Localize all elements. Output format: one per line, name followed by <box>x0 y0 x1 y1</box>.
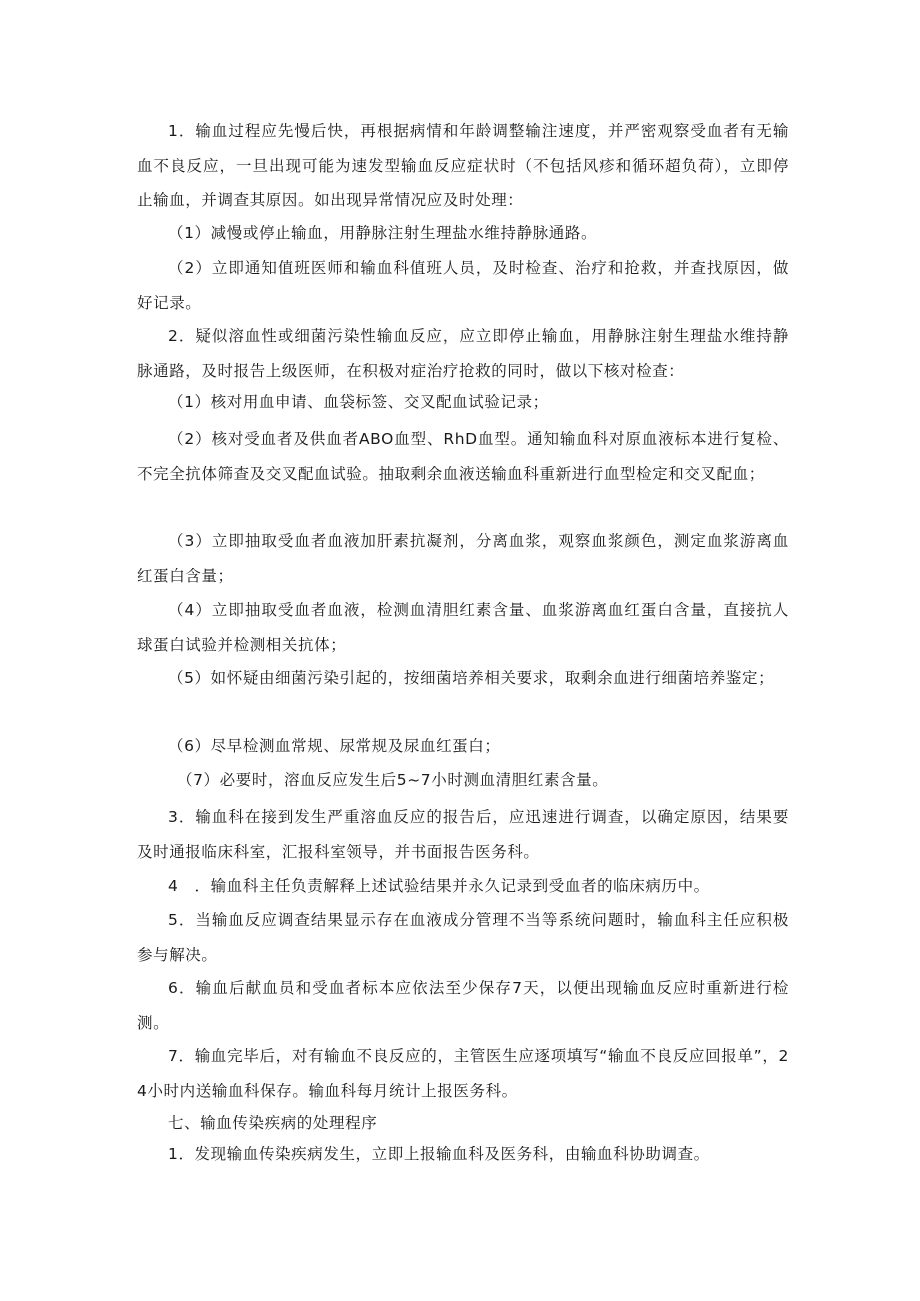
paragraph-2: 2．疑似溶血性或细菌污染性输血反应，应立即停止输血，用静脉注射生理盐水维持静脉通路，及时报告上级医师，在积极对症治疗抢救的同时，做以下核对检查： <box>137 327 789 380</box>
section-heading: 七、输血传染疾病的处理程序 <box>168 1114 378 1132</box>
paragraph-1-item-1: （1）减慢或停止输血，用静脉注射生理盐水维持静脉通路。 <box>168 224 598 242</box>
paragraph-2-item-4: （4）立即抽取受血者血液，检测血清胆红素含量、血浆游离血红蛋白含量，直接抗人球蛋白试验并检测相关抗体； <box>137 601 789 654</box>
paragraph-2-item-5: （5）如怀疑由细菌污染引起的，按细菌培养相关要求，取剩余血进行细菌培养鉴定； <box>168 669 775 687</box>
paragraph-1-item-2: （2）立即通知值班医师和输血科值班人员，及时检查、治疗和抢救，并查找原因，做好记录。 <box>137 259 789 312</box>
paragraph-2-item-7: （7）必要时，溶血反应发生后5~7小时测血清胆红素含量。 <box>177 771 609 789</box>
paragraph-5: 5．当输血反应调查结果显示存在血液成分管理不当等系统问题时，输血科主任应积极参与解决。 <box>137 911 789 964</box>
paragraph-1: 1．输血过程应先慢后快，再根据病情和年龄调整输注速度，并严密观察受血者有无输血不良反应，一旦出现可能为速发型输血反应症状时（不包括风疹和循环超负荷），立即停止输血，并调查其原因。如出现异常情况应及时处理： <box>137 122 789 209</box>
paragraph-2-item-1: （1）核对用血申请、血袋标签、交叉配血试验记录； <box>168 393 549 411</box>
paragraph-2-item-2: （2）核对受血者及供血者ABO血型、RhD血型。通知输血科对原血液标本进行复检、不完全抗体筛查及交叉配血试验。抽取剩余血液送输血科重新进行血型检定和交叉配血； <box>137 430 789 483</box>
paragraph-2-item-3: （3）立即抽取受血者血液加肝素抗凝剂，分离血浆，观察血浆颜色，测定血浆游离血红蛋白含量； <box>137 532 789 585</box>
paragraph-4: 4 ．输血科主任负责解释上述试验结果并永久记录到受血者的临床病历中。 <box>168 877 710 895</box>
paragraph-2-item-6: （6）尽早检测血常规、尿常规及尿血红蛋白； <box>168 737 501 755</box>
section-paragraph-1: 1．发现输血传染疾病发生，立即上报输血科及医务科，由输血科协助调查。 <box>168 1145 710 1163</box>
paragraph-6: 6．输血后献血员和受血者标本应依法至少保存7天，以便出现输血反应时重新进行检测。 <box>137 979 789 1032</box>
paragraph-3: 3．输血科在接到发生严重溶血反应的报告后，应迅速进行调查，以确定原因，结果要及时通报临床科室，汇报科室领导，并书面报告医务科。 <box>137 808 789 861</box>
paragraph-7: 7．输血完毕后，对有输血不良反应的，主管医生应逐项填写“输血不良反应回报单”，24小时内送输血科保存。输血科每月统计上报医务科。 <box>137 1047 789 1100</box>
